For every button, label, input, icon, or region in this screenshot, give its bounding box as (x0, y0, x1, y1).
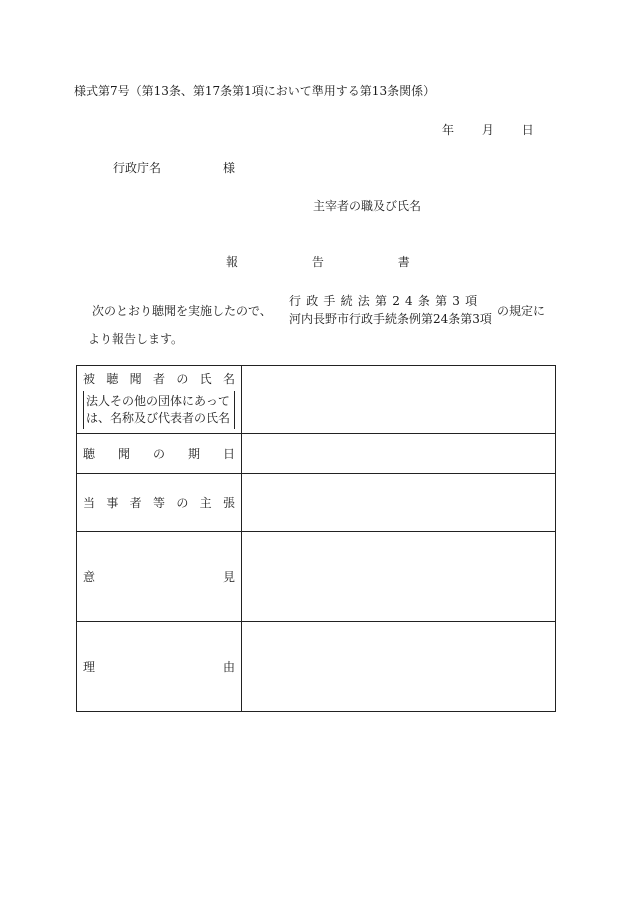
name-label: 被 聴 聞 者 の 氏 名 (83, 371, 235, 386)
name-note (83, 391, 235, 430)
law-reference-2: 河内長野市行政手続条例第24条第3項 (289, 312, 492, 326)
table-row-claim (77, 474, 556, 532)
date-day: 日 (521, 123, 534, 137)
name-note-line-2: は、名称及び代表者の氏名 (86, 411, 231, 425)
addressee (113, 162, 235, 174)
claim-label-cell (77, 474, 242, 532)
reason-label: 理 由 (83, 660, 235, 674)
party-claim-label: 当 事 者 等 の 主 張 (83, 496, 235, 510)
table-row-date (77, 434, 556, 474)
opinion-label-cell (77, 532, 242, 622)
agency-name: 行政庁名 (113, 161, 162, 175)
table-row-name (77, 366, 556, 434)
law-reference-block (289, 295, 492, 325)
table-row-opinion (77, 532, 556, 622)
report-table (76, 365, 556, 712)
paragraph-start: 次のとおり聴聞を実施したので、 (92, 304, 272, 318)
title-char-1: 報 (226, 255, 239, 269)
honorific: 様 (223, 161, 236, 175)
form-number: 様式第7号（第13条、第17条第1項において準用する第13条関係） (74, 84, 436, 98)
name-label-cell (77, 366, 242, 434)
document-title (226, 256, 410, 268)
date-line (442, 124, 534, 136)
reason-value-cell[interactable] (242, 622, 556, 712)
opinion-label: 意 見 (83, 570, 235, 584)
date-label-cell (77, 434, 242, 474)
organizer-title-name: 主宰者の職及び氏名 (313, 199, 422, 213)
hearing-date-value-cell[interactable] (242, 434, 556, 474)
name-note-line-1: 法人その他の団体にあって (86, 393, 230, 408)
paragraph-mid: の規定に (497, 304, 546, 318)
title-char-2: 告 (311, 255, 324, 269)
hearing-date-label: 聴 聞 の 期 日 (83, 447, 235, 461)
law-reference-1: 行政手続法第24条第3項 (289, 294, 483, 308)
title-char-3: 書 (397, 255, 410, 269)
opinion-value-cell[interactable] (242, 532, 556, 622)
reason-label-cell (77, 622, 242, 712)
party-claim-value-cell[interactable] (242, 474, 556, 532)
date-year: 年 (442, 123, 455, 137)
table-row-reason (77, 622, 556, 712)
paragraph-end: より報告します。 (88, 332, 184, 346)
date-month: 月 (481, 123, 494, 137)
name-value-cell[interactable] (242, 366, 556, 434)
